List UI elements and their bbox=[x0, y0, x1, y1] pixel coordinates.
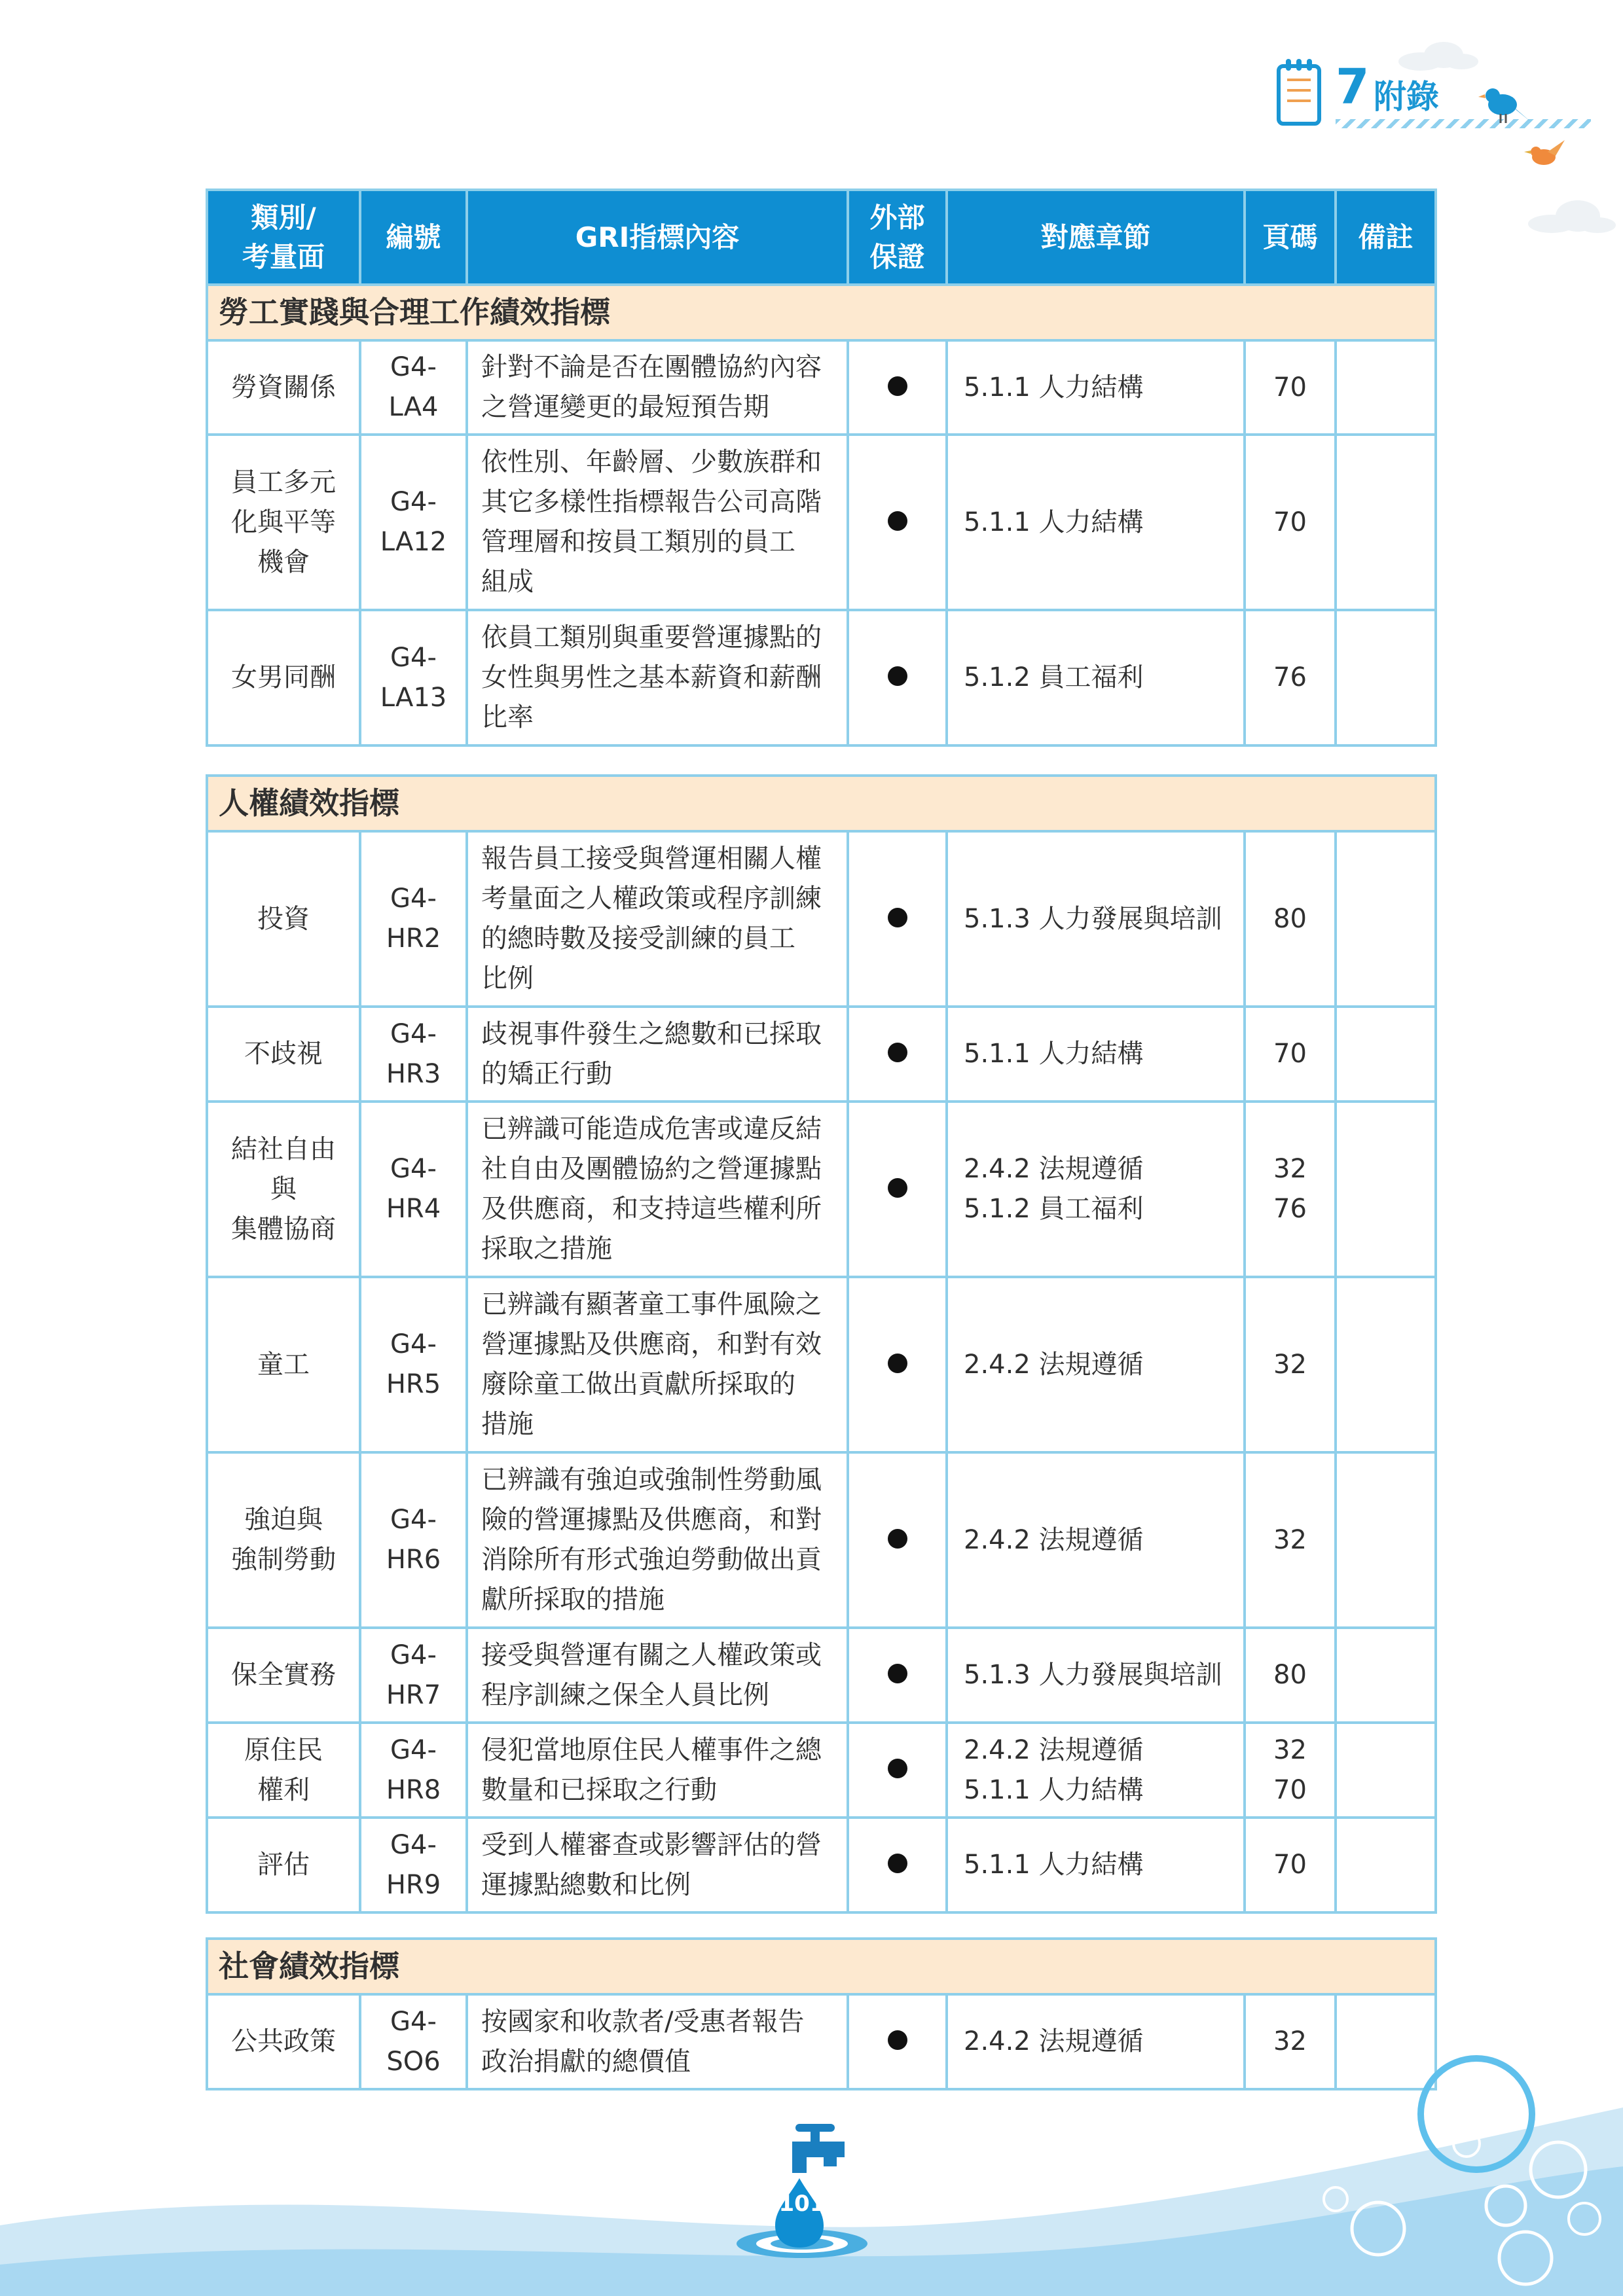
cell-assured bbox=[848, 340, 947, 435]
cell-code: G4- HR8 bbox=[360, 1723, 467, 1818]
table-row bbox=[207, 1102, 1436, 1277]
cell-note bbox=[1336, 1452, 1436, 1628]
chapter-number: 7 bbox=[1336, 59, 1370, 115]
cell-code: G4- HR4 bbox=[360, 1102, 467, 1277]
cell-content: 歧視事件發生之總數和已採取 的矯正行動 bbox=[467, 1007, 848, 1102]
cell-assured bbox=[848, 610, 947, 745]
cell-code: G4- SO6 bbox=[360, 1994, 467, 2089]
cell-assured bbox=[848, 1628, 947, 1723]
cell-chapter: 2.4.2 法規遵循 5.1.1 人力結構 bbox=[947, 1723, 1245, 1818]
chapter-title: 附錄 bbox=[1374, 78, 1439, 116]
cell-content: 報告員工接受與營運相關人權 考量面之人權政策或程序訓練 的總時數及接受訓練的員工 比例 bbox=[467, 831, 848, 1007]
section-title: 社會績效指標 bbox=[207, 1939, 1436, 1994]
cell-chapter: 5.1.1 人力結構 bbox=[947, 1818, 1245, 1912]
section-title: 勞工實踐與合理工作績效指標 bbox=[207, 285, 1436, 340]
assured-dot-icon bbox=[888, 1854, 907, 1873]
cell-code: G4- LA13 bbox=[360, 610, 467, 745]
section-row bbox=[207, 776, 1436, 831]
cell-content: 已辨識有強迫或強制性勞動風 險的營運據點及供應商，和對 消除所有形式強迫勞動做出貢 獻所採取的措施 bbox=[467, 1452, 848, 1628]
cell-code: G4- LA4 bbox=[360, 340, 467, 435]
table-row bbox=[207, 1007, 1436, 1102]
cell-category: 不歧視 bbox=[207, 1007, 360, 1102]
cell-category: 保全實務 bbox=[207, 1628, 360, 1723]
cell-code: G4- HR3 bbox=[360, 1007, 467, 1102]
faucet-icon bbox=[733, 2121, 871, 2258]
cell-assured bbox=[848, 1007, 947, 1102]
cloud-icon bbox=[1395, 39, 1480, 72]
cell-assured bbox=[848, 831, 947, 1007]
cell-code: G4- HR9 bbox=[360, 1818, 467, 1912]
cell-category: 公共政策 bbox=[207, 1994, 360, 2089]
cell-page: 70 bbox=[1245, 435, 1336, 610]
assured-dot-icon bbox=[888, 1664, 907, 1683]
section-title: 人權績效指標 bbox=[207, 776, 1436, 831]
col-assured: 外部 保證 bbox=[848, 190, 947, 285]
col-content: GRI指標內容 bbox=[467, 190, 848, 285]
cell-page: 32 70 bbox=[1245, 1723, 1336, 1818]
cell-assured bbox=[848, 1818, 947, 1912]
table-header-row bbox=[207, 190, 1436, 285]
assured-dot-icon bbox=[888, 1529, 907, 1549]
cell-page: 76 bbox=[1245, 610, 1336, 745]
section-row bbox=[207, 1939, 1436, 1994]
table-row bbox=[207, 340, 1436, 435]
cell-chapter: 5.1.1 人力結構 bbox=[947, 1007, 1245, 1102]
cell-content: 侵犯當地原住民人權事件之總 數量和已採取之行動 bbox=[467, 1723, 848, 1818]
col-page: 頁碼 bbox=[1245, 190, 1336, 285]
cell-note bbox=[1336, 1007, 1436, 1102]
cell-category: 強迫與 強制勞動 bbox=[207, 1452, 360, 1628]
cell-category: 原住民 權利 bbox=[207, 1723, 360, 1818]
assured-dot-icon bbox=[888, 1178, 907, 1198]
cell-code: G4- HR2 bbox=[360, 831, 467, 1007]
cell-page: 32 bbox=[1245, 1452, 1336, 1628]
cell-chapter: 5.1.3 人力發展與培訓 bbox=[947, 831, 1245, 1007]
cell-code: G4- HR5 bbox=[360, 1277, 467, 1452]
gri-table-labor bbox=[206, 188, 1437, 747]
assured-dot-icon bbox=[888, 376, 907, 396]
cell-category: 勞資關係 bbox=[207, 340, 360, 435]
cell-category: 評估 bbox=[207, 1818, 360, 1912]
cell-page: 70 bbox=[1245, 340, 1336, 435]
cell-category: 結社自由 與 集體協商 bbox=[207, 1102, 360, 1277]
table-row bbox=[207, 1723, 1436, 1818]
cell-note bbox=[1336, 435, 1436, 610]
cell-page: 32 bbox=[1245, 1277, 1336, 1452]
table-row bbox=[207, 610, 1436, 745]
section-row bbox=[207, 285, 1436, 340]
cloud-icon-2 bbox=[1525, 196, 1617, 236]
cell-category: 投資 bbox=[207, 831, 360, 1007]
cell-code: G4- HR7 bbox=[360, 1628, 467, 1723]
decorative-stripe bbox=[1336, 119, 1591, 128]
cell-assured bbox=[848, 1102, 947, 1277]
cell-assured bbox=[848, 435, 947, 610]
cell-content: 接受與營運有關之人權政策或 程序訓練之保全人員比例 bbox=[467, 1628, 848, 1723]
cell-note bbox=[1336, 831, 1436, 1007]
assured-dot-icon bbox=[888, 511, 907, 531]
cell-chapter: 5.1.2 員工福利 bbox=[947, 610, 1245, 745]
assured-dot-icon bbox=[888, 1354, 907, 1373]
cell-code: G4- LA12 bbox=[360, 435, 467, 610]
bird-icon bbox=[1473, 72, 1532, 131]
cell-category: 女男同酬 bbox=[207, 610, 360, 745]
assured-dot-icon bbox=[888, 908, 907, 927]
table-row bbox=[207, 435, 1436, 610]
cell-content: 已辨識可能造成危害或違反結 社自由及團體協約之營運據點 及供應商，和支持這些權利所 採取之措施 bbox=[467, 1102, 848, 1277]
cell-note bbox=[1336, 340, 1436, 435]
cell-page: 70 bbox=[1245, 1007, 1336, 1102]
cell-content: 依員工類別與重要營運據點的 女性與男性之基本薪資和薪酬 比率 bbox=[467, 610, 848, 745]
cell-assured bbox=[848, 1452, 947, 1628]
col-code: 編號 bbox=[360, 190, 467, 285]
small-bird-icon bbox=[1519, 136, 1571, 175]
cell-chapter: 2.4.2 法規遵循 bbox=[947, 1994, 1245, 2089]
cell-category: 童工 bbox=[207, 1277, 360, 1452]
table-row bbox=[207, 831, 1436, 1007]
gri-table-human-rights bbox=[206, 774, 1437, 1914]
col-note: 備註 bbox=[1336, 190, 1436, 285]
cell-page: 32 76 bbox=[1245, 1102, 1336, 1277]
cell-note bbox=[1336, 610, 1436, 745]
cell-content: 針對不論是否在團體協約內容 之營運變更的最短預告期 bbox=[467, 340, 848, 435]
cell-chapter: 2.4.2 法規遵循 bbox=[947, 1452, 1245, 1628]
cell-note bbox=[1336, 1277, 1436, 1452]
cell-chapter: 5.1.1 人力結構 bbox=[947, 435, 1245, 610]
assured-dot-icon bbox=[888, 1759, 907, 1778]
assured-dot-icon bbox=[888, 666, 907, 686]
cell-content: 按國家和收款者/受惠者報告 政治捐獻的總價值 bbox=[467, 1994, 848, 2089]
chapter-header bbox=[1264, 59, 1604, 190]
notepad-icon bbox=[1277, 64, 1321, 126]
cell-assured bbox=[848, 1277, 947, 1452]
cell-chapter: 5.1.1 人力結構 bbox=[947, 340, 1245, 435]
table-row bbox=[207, 1452, 1436, 1628]
cell-content: 受到人權審查或影響評估的營 運據點總數和比例 bbox=[467, 1818, 848, 1912]
cell-code: G4- HR6 bbox=[360, 1452, 467, 1628]
cell-chapter: 2.4.2 法規遵循 bbox=[947, 1277, 1245, 1452]
cell-category: 員工多元 化與平等 機會 bbox=[207, 435, 360, 610]
page-number: 101 bbox=[778, 2191, 826, 2217]
cell-content: 已辨識有顯著童工事件風險之 營運據點及供應商，和對有效 廢除童工做出貢獻所採取的 措施 bbox=[467, 1277, 848, 1452]
cell-note bbox=[1336, 1102, 1436, 1277]
cell-content: 依性別、年齡層、少數族群和 其它多樣性指標報告公司高階 管理層和按員工類別的員工 組成 bbox=[467, 435, 848, 610]
assured-dot-icon bbox=[888, 1043, 907, 1062]
col-category: 類別/ 考量面 bbox=[207, 190, 360, 285]
cell-page: 80 bbox=[1245, 1628, 1336, 1723]
table-row bbox=[207, 1628, 1436, 1723]
cell-page: 32 bbox=[1245, 1994, 1336, 2089]
col-chapter: 對應章節 bbox=[947, 190, 1245, 285]
table-row bbox=[207, 1277, 1436, 1452]
cell-chapter: 2.4.2 法規遵循 5.1.2 員工福利 bbox=[947, 1102, 1245, 1277]
cell-note bbox=[1336, 1818, 1436, 1912]
cell-assured bbox=[848, 1723, 947, 1818]
table-row bbox=[207, 1818, 1436, 1912]
cell-note bbox=[1336, 1628, 1436, 1723]
cell-page: 70 bbox=[1245, 1818, 1336, 1912]
cell-note bbox=[1336, 1723, 1436, 1818]
cell-chapter: 5.1.3 人力發展與培訓 bbox=[947, 1628, 1245, 1723]
cell-page: 80 bbox=[1245, 831, 1336, 1007]
